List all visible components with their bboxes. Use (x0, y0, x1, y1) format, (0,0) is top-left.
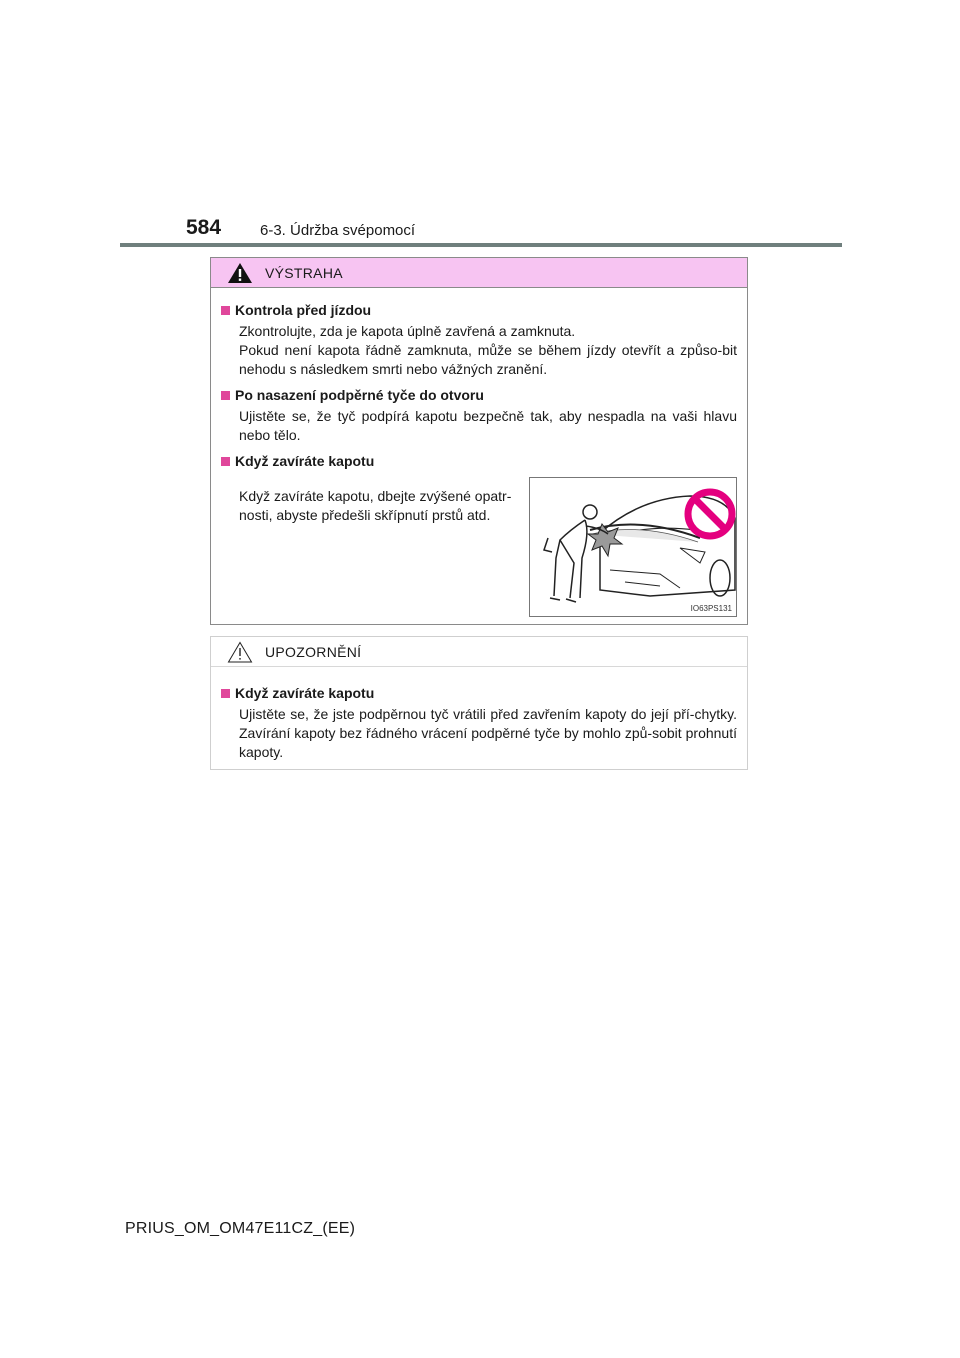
caution-triangle-icon (227, 641, 253, 663)
caution-header (211, 637, 747, 667)
bullet-square-icon (221, 457, 230, 466)
caution-item-text: Ujistěte se, že jste podpěrnou tyč vrátili před zavřením kapoty do její pří-chytky. Zavírání kapoty bez řádného vrácení podpěrné tyče by mohlo způ-sobit prohnutí kapoty. (239, 706, 737, 760)
page-number: 584 (186, 216, 222, 239)
warning-header (211, 258, 747, 288)
warning-item-text: Ujistěte se, že tyč podpírá kapotu bezpečně tak, aby nespadla na vaši hlavu nebo tělo. (239, 408, 737, 443)
bullet-square-icon (221, 689, 230, 698)
warning-title: VÝSTRAHA (265, 264, 343, 281)
warning-item-title: Kontrola před jízdou (221, 300, 737, 320)
figure-code: IO63PS131 (690, 604, 732, 613)
warning-item-title: Když zavíráte kapotu (221, 451, 737, 471)
warning-box (210, 257, 748, 625)
bullet-square-icon (221, 306, 230, 315)
warning-triangle-icon (227, 262, 253, 284)
header-divider (120, 243, 842, 247)
document-code: PRIUS_OM_OM47E11CZ_(EE) (125, 1220, 356, 1237)
caution-title: UPOZORNĚNÍ (265, 643, 362, 660)
car-hood-person-illustration (530, 478, 736, 616)
caution-box (210, 636, 748, 770)
bullet-square-icon (221, 391, 230, 400)
caution-item-title: Když zavíráte kapotu (221, 683, 737, 703)
warning-item-text: Když zavíráte kapotu, dbejte zvýšené opatr-nosti, abyste předešli skřípnutí prstů atd. (239, 488, 512, 523)
section-title: 6-3. Údržba svépomocí (260, 222, 416, 239)
warning-item-text: Zkontrolujte, zda je kapota úplně zavřená a zamknuta. Pokud není kapota řádně zamknuta, může se během jízdy otevřít a způso-bit nehodu s následkem smrti nebo vážných zranění. (239, 323, 737, 377)
hood-closing-illustration (529, 477, 737, 617)
warning-item-title: Po nasazení podpěrné tyče do otvoru (221, 385, 737, 405)
